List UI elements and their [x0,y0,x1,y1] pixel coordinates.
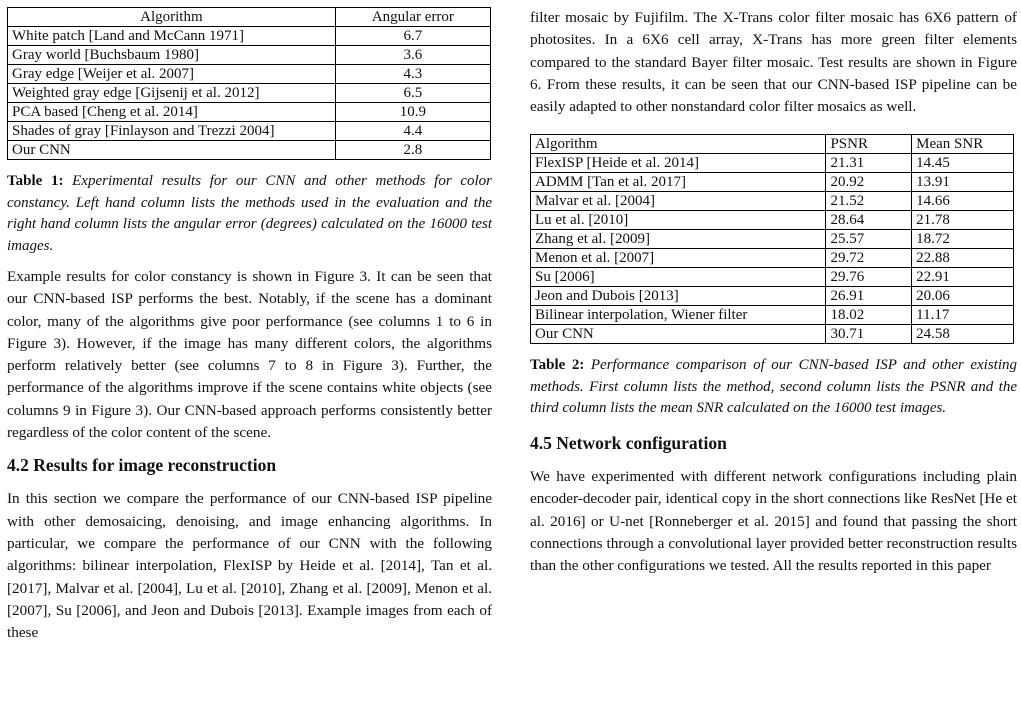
table-1-caption-text: Experimental results for our CNN and other methods for color constancy. Left hand column lists the methods used in the evaluation and the right hand column lists the angular error (degrees) calculated on the 16000 test images. [7,173,492,254]
table-cell: 30.71 [826,325,912,344]
table-cell: 29.76 [826,268,912,287]
table-2-caption-text: Performance comparison of our CNN-based ISP and other existing methods. First column lists the method, second column lists the PSNR and the third column lists the mean SNR calculated on the 16000 test images. [530,357,1018,417]
table-1-caption [7,171,492,257]
table-cell: 6.5 [335,84,490,103]
table-row [531,325,1014,344]
table-cell: 13.91 [912,173,1014,192]
table-cell: 20.92 [826,173,912,192]
table-cell: Our CNN [531,325,826,344]
table-cell: Malvar et al. [2004] [531,192,826,211]
table-cell: 25.57 [826,230,912,249]
table-cell: 22.91 [912,268,1014,287]
table-cell: 18.02 [826,306,912,325]
table-cell: 22.88 [912,249,1014,268]
right-column [530,0,1017,577]
table-row [531,154,1014,173]
table-header-cell: Algorithm [531,135,826,154]
left-column [7,0,492,644]
table-row [8,65,491,84]
table-cell: 24.58 [912,325,1014,344]
table-cell: 3.6 [335,46,490,65]
table-row [8,84,491,103]
table-row [8,141,491,160]
table-header-cell: Angular error [335,8,490,27]
table-header-row [8,8,491,27]
table-cell: Weighted gray edge [Gijsenij et al. 2012] [8,84,336,103]
table-cell: Shades of gray [Finlayson and Trezzi 2004] [8,122,336,141]
table-header-cell: Mean SNR [912,135,1014,154]
table-cell: PCA based [Cheng et al. 2014] [8,103,336,122]
table-row [531,230,1014,249]
table-cell: FlexISP [Heide et al. 2014] [531,154,826,173]
table-cell: Menon et al. [2007] [531,249,826,268]
table-cell: White patch [Land and McCann 1971] [8,27,336,46]
table-cell: Zhang et al. [2009] [531,230,826,249]
table-row [531,173,1014,192]
table-row [531,192,1014,211]
paragraph-network-configuration: We have experimented with different network configurations including plain encoder-decoder pair, identical copy in the short connections like ResNet [He et al. 2016] or U-net [Ronneberger et al. 2015] and found that passing the short connections through a convolutional layer provided better reconstruction results than the other configurations we tested. All the results reported in this paper [530,467,1017,575]
table-cell: 6.7 [335,27,490,46]
table-cell: Our CNN [8,141,336,160]
table-cell: 2.8 [335,141,490,160]
table-cell: 4.4 [335,122,490,141]
table-header-cell: PSNR [826,135,912,154]
table-row [531,287,1014,306]
paragraph-xtrans: filter mosaic by Fujifilm. The X-Trans color filter mosaic has 6X6 pattern of photosites. In a 6X6 cell array, X-Trans has more green filter elements compared to the standard Bayer filter mosaic. Test results are shown in Figure 6. From these results, it can be seen that our CNN-based ISP pipeline can be easily adapted to other nonstandard color filter mosaics as well. [530,9,1017,116]
table-row [531,249,1014,268]
table-header-row [531,135,1014,154]
table-cell: 18.72 [912,230,1014,249]
table-cell: 10.9 [335,103,490,122]
table-cell: Jeon and Dubois [2013] [531,287,826,306]
table-cell: 21.78 [912,211,1014,230]
table-row [8,27,491,46]
table-row [531,268,1014,287]
section-heading-4-2: 4.2 Results for image reconstruction [7,455,277,476]
table-row [531,211,1014,230]
table-2-caption-label: Table 2: [530,357,585,374]
table-row [531,306,1014,325]
table-cell: Gray world [Buchsbaum 1980] [8,46,336,65]
table-cell: Gray edge [Weijer et al. 2007] [8,65,336,84]
table-cell: 28.64 [826,211,912,230]
section-heading-4-5: 4.5 Network configuration [530,432,727,453]
table-cell: 11.17 [912,306,1014,325]
table-cell: 14.66 [912,192,1014,211]
table-cell: 29.72 [826,249,912,268]
table-row [8,103,491,122]
table-1-caption-label: Table 1: [7,173,64,189]
table-cell: 4.3 [335,65,490,84]
table-cell: Su [2006] [531,268,826,287]
table-row [8,122,491,141]
paragraph-image-reconstruction: In this section we compare the performance of our CNN-based ISP pipeline with other demosaicing, denoising, and image enhancing algorithms. In particular, we compare the performance of our CNN with the following algorithms: bilinear interpolation, FlexISP by Heide et al. [2014], Tan et al. [2017], Malvar et al. [2004], Lu et al. [2010], Zhang et al. [2009], Menon et al. [2007], Su [2006], and Jeon and Dubois [2013]. Example images from each of these [7,490,492,642]
table-cell: 21.31 [826,154,912,173]
table-cell: 21.52 [826,192,912,211]
table-header-cell: Algorithm [8,8,336,27]
table-cell: Lu et al. [2010] [531,211,826,230]
table-cell: 14.45 [912,154,1014,173]
paragraph-color-constancy: Example results for color constancy is shown in Figure 3. It can be seen that our CNN-based ISP performs the best. Notably, if the scene has a dominant color, many of the algorithms give poor performance (see columns 1 to 6 in Figure 3). However, if the image has many different colors, the algorithms perform relatively better (see columns 7 to 8 in Figure 3). Further, the performance of the algorithms improve if the scene contains white objects (see columns 9 in Figure 3). Our CNN-based approach performs consistently better regardless of the color content of the scene. [7,268,492,442]
table-cell: ADMM [Tan et al. 2017] [531,173,826,192]
table-row [8,46,491,65]
table-2-caption [530,355,1017,420]
table-2 [530,134,1014,344]
table-cell: 26.91 [826,287,912,306]
table-cell: Bilinear interpolation, Wiener filter [531,306,826,325]
table-1 [7,7,491,160]
table-cell: 20.06 [912,287,1014,306]
